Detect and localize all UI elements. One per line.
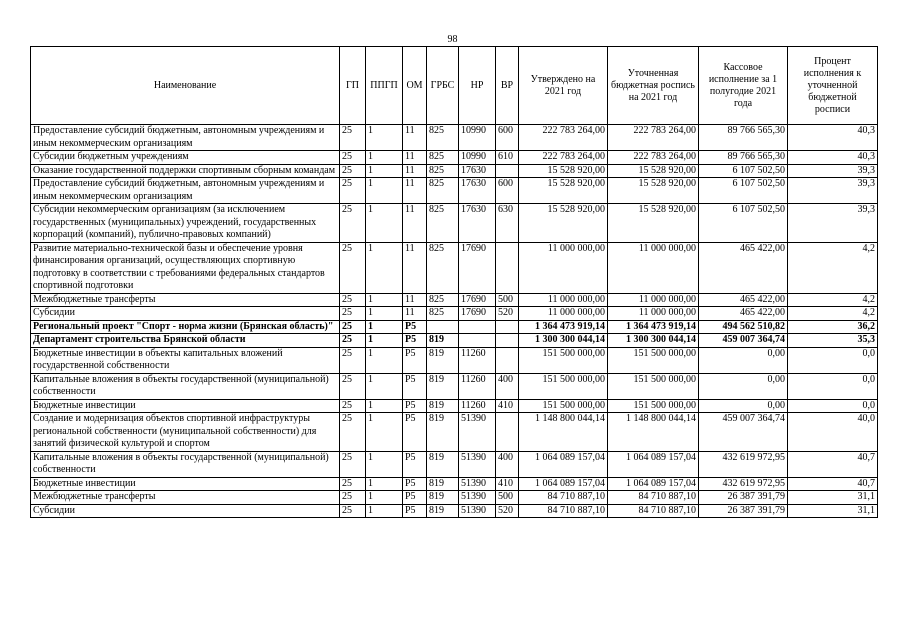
cell-np: 11260	[459, 373, 496, 399]
cell-cash: 432 619 972,95	[699, 477, 788, 491]
cell-om: P5	[403, 399, 427, 413]
cell-grbs: 819	[427, 451, 459, 477]
cell-vr: 600	[496, 178, 519, 204]
cell-np	[459, 334, 496, 348]
cell-refined: 11 000 000,00	[608, 293, 699, 307]
cell-approved: 222 783 264,00	[519, 151, 608, 165]
cell-percent: 4,2	[788, 293, 878, 307]
cell-refined: 1 364 473 919,14	[608, 320, 699, 334]
cell-approved: 151 500 000,00	[519, 373, 608, 399]
cell-percent: 40,7	[788, 451, 878, 477]
cell-gp: 25	[340, 293, 366, 307]
cell-cash: 432 619 972,95	[699, 451, 788, 477]
cell-name: Бюджетные инвестиции в объекты капитальных вложений государственной собственности	[31, 347, 340, 373]
cell-refined: 84 710 887,10	[608, 504, 699, 518]
table-header-row	[31, 47, 878, 125]
cell-np: 17630	[459, 164, 496, 178]
cell-grbs: 819	[427, 413, 459, 452]
cell-cash: 465 422,00	[699, 307, 788, 321]
cell-refined: 222 783 264,00	[608, 125, 699, 151]
cell-cash: 26 387 391,79	[699, 504, 788, 518]
cell-grbs: 825	[427, 164, 459, 178]
cell-grbs: 819	[427, 347, 459, 373]
header-ppgp: ППГП	[366, 47, 403, 125]
cell-np: 17690	[459, 293, 496, 307]
cell-om: P5	[403, 413, 427, 452]
cell-ppgp: 1	[366, 347, 403, 373]
table-row	[31, 491, 878, 505]
cell-approved: 84 710 887,10	[519, 491, 608, 505]
cell-cash: 6 107 502,50	[699, 204, 788, 243]
table-row	[31, 347, 878, 373]
cell-name: Оказание государственной поддержки спортивным сборным командам	[31, 164, 340, 178]
cell-approved: 151 500 000,00	[519, 399, 608, 413]
cell-np: 11260	[459, 399, 496, 413]
cell-ppgp: 1	[366, 242, 403, 293]
cell-percent: 0,0	[788, 399, 878, 413]
cell-cash: 89 766 565,30	[699, 125, 788, 151]
cell-approved: 1 364 473 919,14	[519, 320, 608, 334]
table-row	[31, 293, 878, 307]
cell-vr: 400	[496, 373, 519, 399]
cell-name: Региональный проект "Спорт - норма жизни (Брянская область)"	[31, 320, 340, 334]
cell-np: 17690	[459, 307, 496, 321]
cell-approved: 1 300 300 044,14	[519, 334, 608, 348]
cell-grbs: 819	[427, 477, 459, 491]
cell-np: 17630	[459, 178, 496, 204]
table-row	[31, 151, 878, 165]
table-row	[31, 334, 878, 348]
table-row	[31, 178, 878, 204]
cell-vr	[496, 320, 519, 334]
cell-percent: 0,0	[788, 347, 878, 373]
cell-percent: 35,3	[788, 334, 878, 348]
cell-vr: 630	[496, 204, 519, 243]
cell-cash: 89 766 565,30	[699, 151, 788, 165]
cell-approved: 84 710 887,10	[519, 504, 608, 518]
cell-ppgp: 1	[366, 373, 403, 399]
cell-name: Капитальные вложения в объекты государственной (муниципальной) собственности	[31, 373, 340, 399]
cell-om: 11	[403, 242, 427, 293]
header-approved: Утверждено на 2021 год	[519, 47, 608, 125]
cell-gp: 25	[340, 373, 366, 399]
cell-name: Бюджетные инвестиции	[31, 477, 340, 491]
cell-grbs: 825	[427, 242, 459, 293]
cell-name: Субсидии	[31, 504, 340, 518]
cell-ppgp: 1	[366, 399, 403, 413]
cell-refined: 1 064 089 157,04	[608, 451, 699, 477]
cell-gp: 25	[340, 477, 366, 491]
cell-vr	[496, 347, 519, 373]
table-row	[31, 451, 878, 477]
table-row	[31, 477, 878, 491]
cell-refined: 15 528 920,00	[608, 204, 699, 243]
cell-approved: 11 000 000,00	[519, 293, 608, 307]
cell-om: 11	[403, 204, 427, 243]
cell-cash: 0,00	[699, 373, 788, 399]
cell-percent: 0,0	[788, 373, 878, 399]
cell-approved: 11 000 000,00	[519, 307, 608, 321]
cell-name: Межбюджетные трансферты	[31, 293, 340, 307]
cell-approved: 1 064 089 157,04	[519, 477, 608, 491]
table-row	[31, 320, 878, 334]
cell-om: P5	[403, 491, 427, 505]
cell-percent: 4,2	[788, 307, 878, 321]
cell-vr: 520	[496, 307, 519, 321]
cell-cash: 26 387 391,79	[699, 491, 788, 505]
cell-ppgp: 1	[366, 334, 403, 348]
cell-om: P5	[403, 334, 427, 348]
cell-name: Предоставление субсидий бюджетным, автономным учреждениям и иным некоммерческим организациям	[31, 125, 340, 151]
table-row	[31, 307, 878, 321]
cell-cash: 465 422,00	[699, 293, 788, 307]
cell-percent: 4,2	[788, 242, 878, 293]
cell-np: 51390	[459, 477, 496, 491]
cell-name: Межбюджетные трансферты	[31, 491, 340, 505]
cell-om: P5	[403, 373, 427, 399]
cell-gp: 25	[340, 151, 366, 165]
header-percent: Процент исполнения к уточненной бюджетной росписи	[788, 47, 878, 125]
cell-refined: 11 000 000,00	[608, 242, 699, 293]
cell-gp: 25	[340, 451, 366, 477]
cell-approved: 11 000 000,00	[519, 242, 608, 293]
table-row	[31, 399, 878, 413]
cell-name: Создание и модернизация объектов спортивной инфраструктуры региональной собственности (муниципальной собственности) для занятий физической культурой и спортом	[31, 413, 340, 452]
cell-grbs: 825	[427, 178, 459, 204]
cell-grbs: 825	[427, 307, 459, 321]
cell-gp: 25	[340, 178, 366, 204]
cell-ppgp: 1	[366, 307, 403, 321]
header-np: НР	[459, 47, 496, 125]
cell-gp: 25	[340, 504, 366, 518]
cell-vr: 520	[496, 504, 519, 518]
cell-vr: 610	[496, 151, 519, 165]
cell-om: P5	[403, 504, 427, 518]
cell-vr	[496, 242, 519, 293]
table-row	[31, 204, 878, 243]
cell-approved: 15 528 920,00	[519, 204, 608, 243]
cell-om: 11	[403, 151, 427, 165]
cell-approved: 1 064 089 157,04	[519, 451, 608, 477]
cell-grbs: 819	[427, 491, 459, 505]
cell-grbs: 819	[427, 399, 459, 413]
cell-gp: 25	[340, 413, 366, 452]
cell-name: Предоставление субсидий бюджетным, автономным учреждениям и иным некоммерческим организациям	[31, 178, 340, 204]
cell-ppgp: 1	[366, 125, 403, 151]
cell-om: P5	[403, 347, 427, 373]
header-om: ОМ	[403, 47, 427, 125]
header-refined: Уточненная бюджетная роспись на 2021 год	[608, 47, 699, 125]
cell-refined: 151 500 000,00	[608, 347, 699, 373]
budget-table	[30, 46, 878, 518]
cell-percent: 39,3	[788, 204, 878, 243]
cell-ppgp: 1	[366, 151, 403, 165]
cell-ppgp: 1	[366, 451, 403, 477]
cell-refined: 222 783 264,00	[608, 151, 699, 165]
cell-grbs: 819	[427, 504, 459, 518]
cell-name: Развитие материально-технической базы и обеспечение уровня финансирования организаций, осуществляющих спортивную подготовку в соответствии с требованиями федеральных стандартов спортивной подготовки	[31, 242, 340, 293]
cell-refined: 1 064 089 157,04	[608, 477, 699, 491]
cell-refined: 151 500 000,00	[608, 373, 699, 399]
cell-grbs: 819	[427, 334, 459, 348]
cell-np: 10990	[459, 125, 496, 151]
cell-cash: 0,00	[699, 399, 788, 413]
cell-refined: 151 500 000,00	[608, 399, 699, 413]
cell-percent: 36,2	[788, 320, 878, 334]
cell-grbs	[427, 320, 459, 334]
cell-percent: 31,1	[788, 504, 878, 518]
cell-name: Капитальные вложения в объекты государственной (муниципальной) собственности	[31, 451, 340, 477]
cell-om: P5	[403, 320, 427, 334]
cell-approved: 15 528 920,00	[519, 178, 608, 204]
cell-refined: 1 300 300 044,14	[608, 334, 699, 348]
cell-refined: 15 528 920,00	[608, 178, 699, 204]
header-gp: ГП	[340, 47, 366, 125]
cell-ppgp: 1	[366, 504, 403, 518]
table-row	[31, 373, 878, 399]
cell-vr: 410	[496, 399, 519, 413]
cell-vr	[496, 334, 519, 348]
cell-np: 51390	[459, 491, 496, 505]
cell-name: Бюджетные инвестиции	[31, 399, 340, 413]
cell-name: Субсидии бюджетным учреждениям	[31, 151, 340, 165]
cell-ppgp: 1	[366, 293, 403, 307]
cell-ppgp: 1	[366, 413, 403, 452]
cell-approved: 15 528 920,00	[519, 164, 608, 178]
cell-gp: 25	[340, 204, 366, 243]
cell-cash: 0,00	[699, 347, 788, 373]
header-name: Наименование	[31, 47, 340, 125]
cell-ppgp: 1	[366, 164, 403, 178]
cell-om: P5	[403, 451, 427, 477]
cell-gp: 25	[340, 320, 366, 334]
cell-gp: 25	[340, 307, 366, 321]
table-row	[31, 504, 878, 518]
cell-approved: 222 783 264,00	[519, 125, 608, 151]
cell-refined: 84 710 887,10	[608, 491, 699, 505]
cell-ppgp: 1	[366, 178, 403, 204]
cell-grbs: 825	[427, 293, 459, 307]
cell-grbs: 825	[427, 151, 459, 165]
header-grbs: ГРБС	[427, 47, 459, 125]
cell-ppgp: 1	[366, 491, 403, 505]
header-cash: Кассовое исполнение за 1 полугодие 2021 года	[699, 47, 788, 125]
table-row	[31, 125, 878, 151]
cell-grbs: 825	[427, 125, 459, 151]
header-vr: ВР	[496, 47, 519, 125]
cell-om: 11	[403, 293, 427, 307]
cell-name: Субсидии	[31, 307, 340, 321]
cell-ppgp: 1	[366, 320, 403, 334]
cell-percent: 40,3	[788, 125, 878, 151]
cell-vr: 600	[496, 125, 519, 151]
cell-gp: 25	[340, 347, 366, 373]
cell-percent: 40,0	[788, 413, 878, 452]
cell-gp: 25	[340, 491, 366, 505]
cell-cash: 459 007 364,74	[699, 334, 788, 348]
cell-om: 11	[403, 178, 427, 204]
cell-refined: 15 528 920,00	[608, 164, 699, 178]
cell-name: Субсидии некоммерческим организациям (за исключением государственных (муниципальных) учреждений, государственных корпораций (компаний), публично-правовых компаний)	[31, 204, 340, 243]
cell-vr	[496, 413, 519, 452]
cell-om: 11	[403, 164, 427, 178]
cell-vr: 500	[496, 491, 519, 505]
cell-percent: 40,3	[788, 151, 878, 165]
cell-ppgp: 1	[366, 477, 403, 491]
cell-vr	[496, 164, 519, 178]
cell-cash: 6 107 502,50	[699, 164, 788, 178]
cell-cash: 459 007 364,74	[699, 413, 788, 452]
cell-np: 17690	[459, 242, 496, 293]
cell-np: 10990	[459, 151, 496, 165]
cell-om: 11	[403, 307, 427, 321]
cell-percent: 40,7	[788, 477, 878, 491]
cell-cash: 494 562 510,82	[699, 320, 788, 334]
table-row	[31, 242, 878, 293]
cell-name: Департамент строительства Брянской области	[31, 334, 340, 348]
cell-om: P5	[403, 477, 427, 491]
cell-np: 11260	[459, 347, 496, 373]
cell-grbs: 825	[427, 204, 459, 243]
cell-gp: 25	[340, 125, 366, 151]
page-number: 98	[447, 34, 458, 45]
cell-vr: 410	[496, 477, 519, 491]
cell-vr: 400	[496, 451, 519, 477]
cell-percent: 39,3	[788, 164, 878, 178]
cell-percent: 39,3	[788, 178, 878, 204]
cell-np: 17630	[459, 204, 496, 243]
cell-cash: 465 422,00	[699, 242, 788, 293]
cell-vr: 500	[496, 293, 519, 307]
cell-cash: 6 107 502,50	[699, 178, 788, 204]
cell-om: 11	[403, 125, 427, 151]
cell-gp: 25	[340, 334, 366, 348]
cell-percent: 31,1	[788, 491, 878, 505]
cell-gp: 25	[340, 399, 366, 413]
cell-approved: 151 500 000,00	[519, 347, 608, 373]
cell-refined: 1 148 800 044,14	[608, 413, 699, 452]
cell-np	[459, 320, 496, 334]
cell-np: 51390	[459, 504, 496, 518]
cell-ppgp: 1	[366, 204, 403, 243]
cell-refined: 11 000 000,00	[608, 307, 699, 321]
cell-np: 51390	[459, 451, 496, 477]
table-row	[31, 413, 878, 452]
cell-gp: 25	[340, 164, 366, 178]
cell-approved: 1 148 800 044,14	[519, 413, 608, 452]
cell-np: 51390	[459, 413, 496, 452]
table-row	[31, 164, 878, 178]
cell-gp: 25	[340, 242, 366, 293]
cell-grbs: 819	[427, 373, 459, 399]
